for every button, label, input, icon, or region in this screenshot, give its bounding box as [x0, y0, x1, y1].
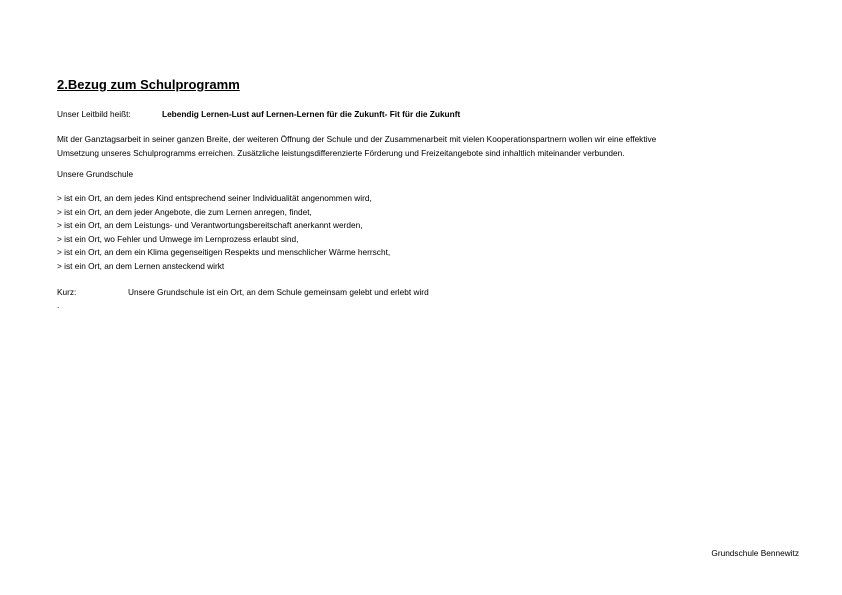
list-item: > ist ein Ort, wo Fehler und Umwege im Lernprozess erlaubt sind,	[57, 233, 299, 244]
list-item: > ist ein Ort, an dem jedes Kind entsprechend seiner Individualität angenommen wird,	[57, 193, 372, 203]
grundschule-label: Unsere Grundschule	[57, 169, 134, 179]
kurz-label: Kurz:	[57, 287, 77, 297]
grundschule-list	[57, 192, 390, 274]
list-item: > ist ein Ort, an dem jeder Angebote, die zum Lernen anregen, findet,	[57, 206, 312, 217]
intro-line-2: Umsetzung unseres Schulprogramms erreichen. Zusätzliche leistungsdifferenzierte Förderung und Freizeitangebote sind inhaltlich miteinander verbunden.	[57, 148, 625, 158]
kurz-summary	[57, 287, 429, 297]
trailing-dot: .	[57, 300, 60, 310]
intro-line-1: Mit der Ganztagsarbeit in seiner ganzen Breite, der weiteren Öffnung der Schule und der Zusammenarbeit mit vielen Kooperationspartnern wollen wir eine effektive	[57, 134, 657, 144]
leitbild-motto: Lebendig Lernen-Lust auf Lernen-Lernen für die Zukunft- Fit für die Zukunft	[162, 109, 461, 119]
leitbild-line	[57, 109, 460, 119]
kurz-text: Unsere Grundschule ist ein Ort, an dem Schule gemeinsam gelebt und erlebt wird	[128, 287, 429, 297]
intro-paragraph	[57, 132, 807, 160]
list-item: > ist ein Ort, an dem ein Klima gegenseitigen Respekts und menschlicher Wärme herrscht,	[57, 247, 391, 258]
list-item: > ist ein Ort, an dem Lernen ansteckend wirkt	[57, 260, 225, 271]
section-heading: 2.Bezug zum Schulprogramm	[57, 77, 240, 92]
footer-school-name: Grundschule Bennewitz	[711, 548, 799, 558]
list-item: > ist ein Ort, an dem Leistungs- und Verantwortungsbereitschaft anerkannt werden,	[57, 220, 363, 231]
leitbild-label: Unser Leitbild heißt:	[57, 109, 131, 119]
